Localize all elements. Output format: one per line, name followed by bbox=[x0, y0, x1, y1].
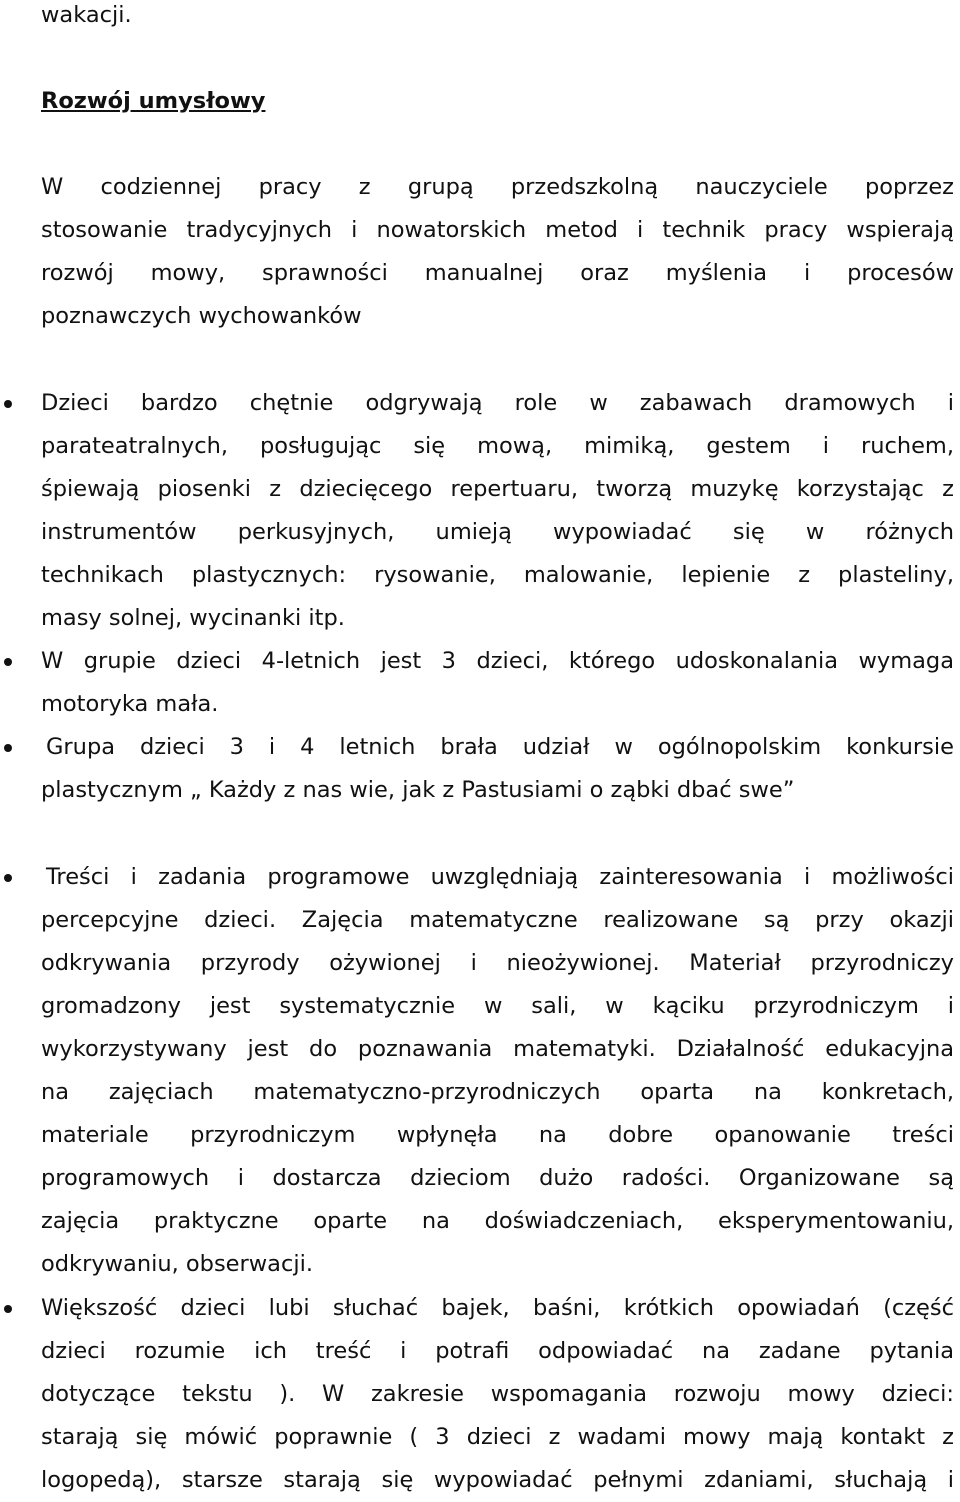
bullet-item bbox=[41, 856, 954, 1286]
text-line: śpiewają piosenki z dziecięcego repertuaru, tworzą muzykę korzystając z bbox=[41, 476, 954, 502]
text-line: zajęcia praktyczne oparte na doświadczeniach, eksperymentowaniu, bbox=[41, 1208, 954, 1234]
text-line: Większość dzieci lubi słuchać bajek, baśni, krótkich opowiadań (część bbox=[41, 1295, 954, 1321]
bullet-item bbox=[41, 640, 954, 726]
text-line: Treści i zadania programowe uwzględniają zainteresowania i możliwości bbox=[46, 864, 954, 890]
text-line: rozwój mowy, sprawności manualnej oraz myślenia i procesów bbox=[41, 260, 954, 286]
text-line: odkrywaniu, obserwacji. bbox=[41, 1251, 313, 1277]
bullet-icon bbox=[4, 1305, 12, 1313]
text-line: dotyczące tekstu ). W zakresie wspomagania rozwoju mowy dzieci: bbox=[41, 1381, 954, 1407]
text-line: percepcyjne dzieci. Zajęcia matematyczne realizowane są przy okazji bbox=[41, 907, 954, 933]
bullet-item bbox=[41, 726, 954, 812]
bullet-icon bbox=[4, 874, 12, 882]
bullet-icon bbox=[4, 658, 12, 666]
text-line: parateatralnych, posługując się mową, mimiką, gestem i ruchem, bbox=[41, 433, 954, 459]
text-line: starają się mówić poprawnie ( 3 dzieci z wadami mowy mają kontakt z bbox=[41, 1424, 954, 1450]
text-line: W codziennej pracy z grupą przedszkolną nauczyciele poprzez bbox=[41, 174, 954, 200]
text-line: dzieci rozumie ich treść i potrafi odpowiadać na zadane pytania bbox=[41, 1338, 954, 1364]
text-line: odkrywania przyrody ożywionej i nieożywionej. Materiał przyrodniczy bbox=[41, 950, 954, 976]
text-line: logopedą), starsze starają się wypowiadać pełnymi zdaniami, słuchają i bbox=[41, 1467, 954, 1493]
text-line: Grupa dzieci 3 i 4 letnich brała udział w ogólnopolskim konkursie bbox=[46, 734, 954, 760]
intro-paragraph bbox=[41, 166, 954, 338]
text-line: wykorzystywany jest do poznawania matematyki. Działalność edukacyjna bbox=[41, 1036, 954, 1062]
text-line: Dzieci bardzo chętnie odgrywają role w zabawach dramowych i bbox=[41, 390, 954, 416]
text-line: masy solnej, wycinanki itp. bbox=[41, 605, 345, 631]
text-line: materiale przyrodniczym wpłynęła na dobre opanowanie treści bbox=[41, 1122, 954, 1148]
text-line: poznawczych wychowanków bbox=[41, 303, 362, 329]
bullet-icon bbox=[4, 400, 12, 408]
text-line: instrumentów perkusyjnych, umieją wypowiadać się w różnych bbox=[41, 519, 954, 545]
bullet-item bbox=[41, 1287, 954, 1502]
text-line: na zajęciach matematyczno-przyrodniczych oparta na konkretach, bbox=[41, 1079, 954, 1105]
section-heading: Rozwój umysłowy bbox=[41, 88, 266, 114]
text-line: motoryka mała. bbox=[41, 691, 219, 717]
bullet-item bbox=[41, 382, 954, 640]
continued-text-fragment: wakacji. bbox=[41, 2, 132, 28]
text-line: plastycznym „ Każdy z nas wie, jak z Pastusiami o ząbki dbać swe” bbox=[41, 777, 795, 803]
text-line: programowych i dostarcza dzieciom dużo radości. Organizowane są bbox=[41, 1165, 954, 1191]
text-line: technikach plastycznych: rysowanie, malowanie, lepienie z plasteliny, bbox=[41, 562, 954, 588]
text-line: gromadzony jest systematycznie w sali, w kąciku przyrodniczym i bbox=[41, 993, 954, 1019]
bullet-icon bbox=[4, 744, 12, 752]
text-line: W grupie dzieci 4-letnich jest 3 dzieci, którego udoskonalania wymaga bbox=[41, 648, 954, 674]
text-line: stosowanie tradycyjnych i nowatorskich metod i technik pracy wspierają bbox=[41, 217, 954, 243]
